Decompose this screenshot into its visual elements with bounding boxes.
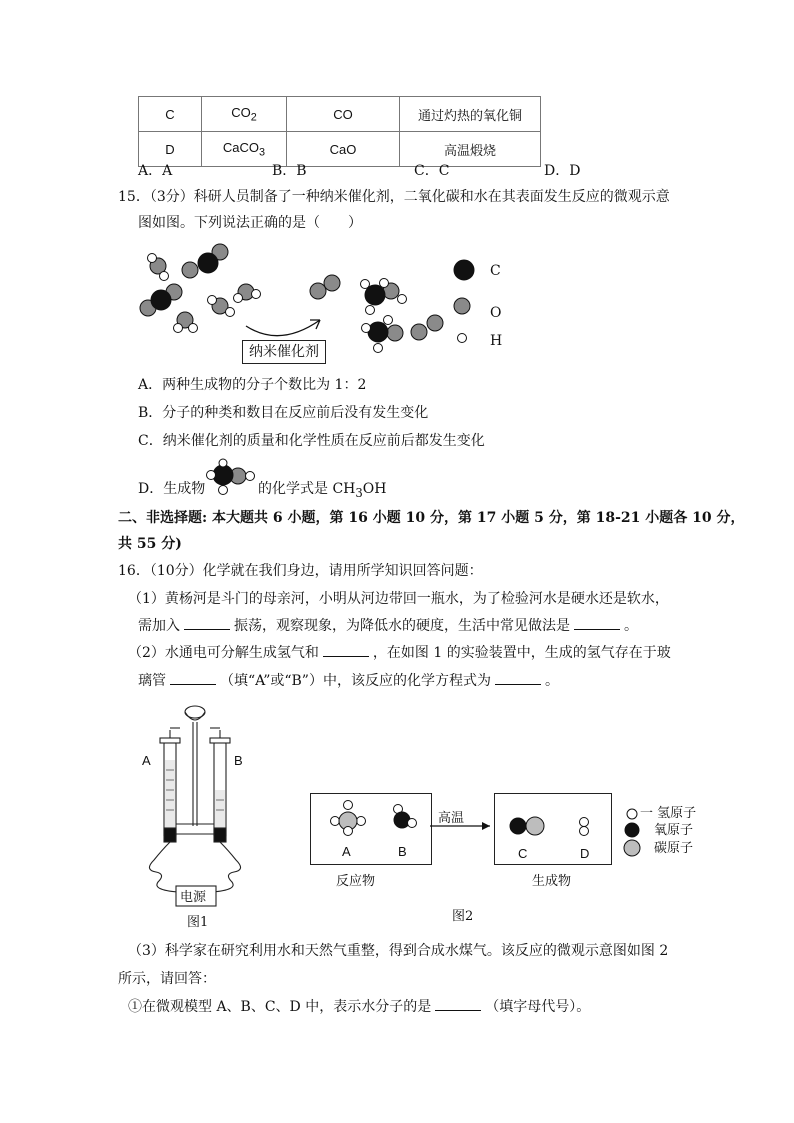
q15-option-d-formula: 的化学式是 $CH_3OH$ [258, 481, 387, 500]
fig1-label-a: A [142, 753, 151, 768]
answer-blank[interactable] [170, 672, 216, 685]
electrolysis-apparatus-figure [140, 700, 250, 916]
legend-hydrogen-label: 一 氢原子 [640, 806, 697, 821]
carbon-legend-icon [624, 840, 640, 856]
table-cell: 通过灼热的氧化铜 [400, 97, 541, 132]
q16-part1-line2: 需加入 振荡，观察现象，为降低水的硬度，生活中常见做法是 。 [138, 618, 638, 634]
q14-option-d: D．D [544, 163, 581, 179]
fig2-molecules [310, 793, 650, 865]
q16-part1-line1: （1）黄杨河是斗门的母亲河，小明从河边带回一瓶水，为了检验河水是硬水还是软水， [128, 591, 669, 607]
q16-part2-line1: （2）水通电可分解生成氢气和 ，在如图 1 的实验装置中，生成的氢气存在于玻 [128, 645, 671, 661]
fig1-power-label: 电源 [180, 890, 207, 905]
q14-table [138, 96, 541, 167]
q15-stem-line1: 15．（3分）科研人员制备了一种纳米催化剂，二氧化碳和水在其表面发生反应的微观示意 [118, 189, 670, 205]
hydrogen-legend-icon [458, 334, 467, 343]
answer-blank[interactable] [323, 644, 369, 657]
q14-option-c: C．C [414, 163, 450, 179]
q15-option-a: A．两种生成物的分子个数比为 1：2 [138, 377, 367, 393]
table-cell: $CO_2$ [202, 97, 287, 132]
catalyst-label-box: 纳米催化剂 [242, 340, 326, 364]
legend-oxygen-label: 氧原子 [654, 823, 694, 838]
answer-blank[interactable] [495, 672, 541, 685]
table-cell: 高温煅烧 [400, 132, 541, 167]
legend-carbon-label: 碳原子 [654, 841, 694, 856]
reactants-caption: 反应物 [336, 874, 376, 889]
oxygen-legend-icon [625, 823, 639, 837]
answer-blank[interactable] [184, 617, 230, 630]
q15-option-b: B．分子的种类和数目在反应前后没有发生变化 [138, 405, 429, 421]
table-cell: CaCO$_3$ [202, 132, 287, 167]
section2-title-line1: 二、非选择题: 本大题共 6 小题，第 16 小题 10 分，第 17 小题 5 分，第 18-21 小题各 10 分， [118, 510, 745, 526]
q15-option-d-prefix: D．生成物 [138, 481, 206, 497]
legend-c-label: C [490, 263, 501, 279]
legend-o-label: O [490, 305, 502, 321]
q15-option-c: C．纳米催化剂的质量和化学性质在反应前后都发生变化 [138, 433, 485, 449]
q16-part3-line1: （3）科学家在研究利用水和天然气重整，得到合成水煤气。该反应的微观示意图如图 2 [128, 943, 669, 959]
carbon-atom [198, 253, 218, 273]
table-cell: D [139, 132, 202, 167]
legend-h-label: H [490, 333, 503, 349]
answer-blank[interactable] [435, 998, 481, 1011]
oxygen-legend-icon [454, 298, 470, 314]
fig2-caption: 图2 [452, 909, 474, 924]
table-row [139, 97, 541, 132]
q15-reaction-diagram [130, 236, 530, 376]
fig2-label-c: C [518, 846, 528, 861]
q16-part3-question1: ①在微观模型 A、B、C、D 中，表示水分子的是 （填字母代号）。 [128, 999, 591, 1015]
q14-option-b: B．B [272, 163, 307, 179]
fig2-label-b: B [398, 844, 407, 859]
carbon-legend-icon [454, 260, 474, 280]
reaction-arrow-icon [246, 320, 320, 336]
q16-part2-line2: 璃管 （填“A”或“B”）中，该反应的化学方程式为 。 [138, 673, 559, 689]
table-cell: CaO [287, 132, 400, 167]
q15-stem-line2: 图如图。下列说法正确的是（ ） [138, 215, 362, 231]
fig1-label-b: B [234, 753, 243, 768]
hydrogen-legend-icon [627, 809, 637, 819]
q16-stem: 16．（10分）化学就在我们身边，请用所学知识回答问题： [118, 563, 483, 579]
table-cell: CO [287, 97, 400, 132]
ch3oh-molecule-icon [204, 460, 260, 496]
table-row [139, 132, 541, 167]
fig1-caption: 图1 [187, 915, 209, 930]
table-cell: C [139, 97, 202, 132]
fig2-label-d: D [580, 846, 590, 861]
q14-option-a: A．A [138, 163, 173, 179]
products-caption: 生成物 [532, 874, 572, 889]
section2-title-line2: 共 55 分) [118, 536, 182, 552]
fig2-label-a: A [342, 844, 351, 859]
fig2-arrow-label: 高温 [438, 811, 465, 826]
oxygen-atom [394, 812, 410, 828]
q16-part3-line2: 所示，请回答： [118, 971, 216, 987]
answer-blank[interactable] [574, 617, 620, 630]
